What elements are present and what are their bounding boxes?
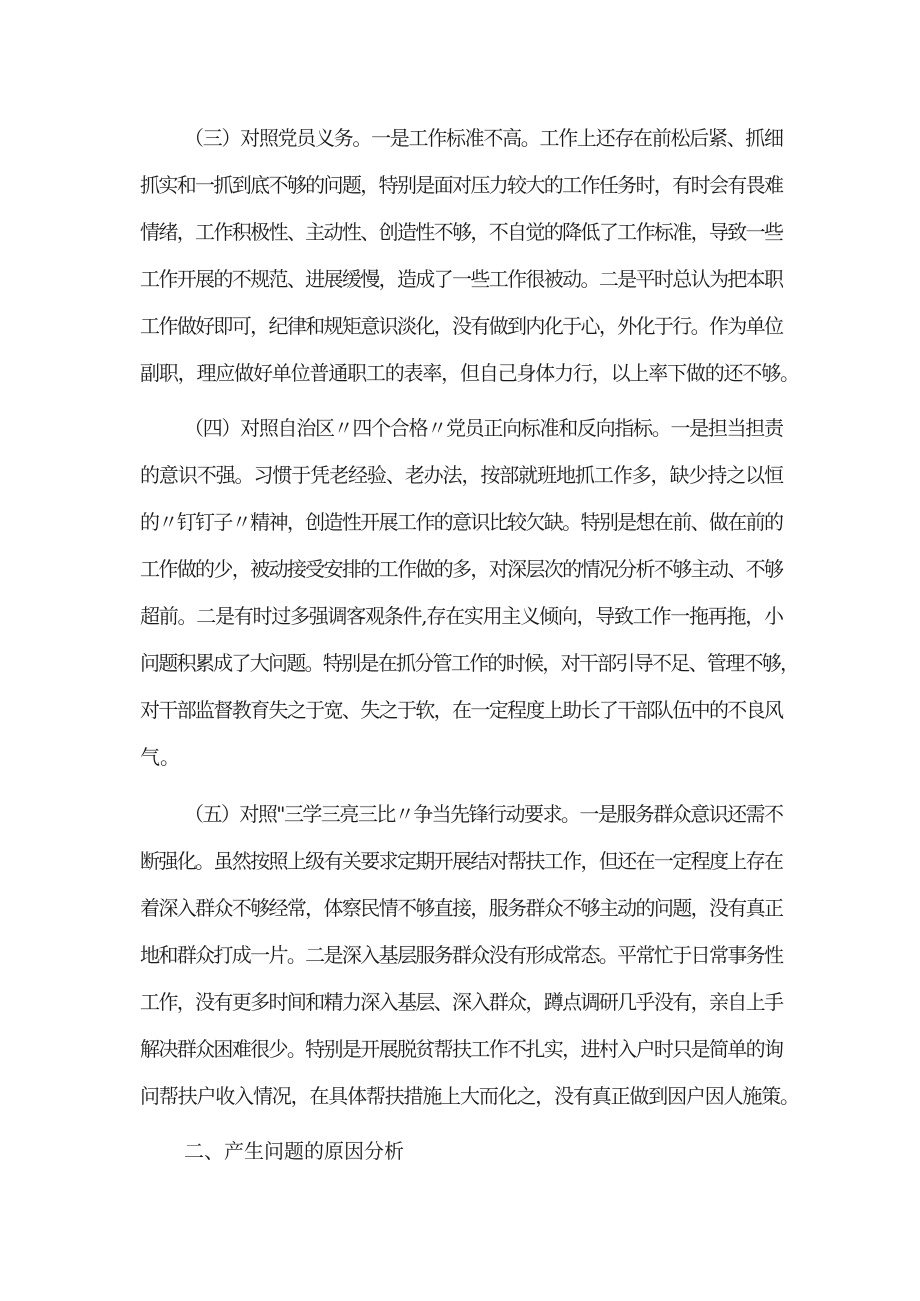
- text-line: 断强化。虽然按照上级有关要求定期开展结对帮扶工作，但还在一定程度上存在: [140, 849, 783, 873]
- text-line: 工作做好即可，纪律和规矩意识淡化，没有做到内化于心，外化于行。作为单位: [140, 314, 783, 338]
- text-line: （五）对照"三学三亮三比〃争当先锋行动要求。一是服务群众意识还需不: [184, 802, 783, 826]
- text-line: 着深入群众不够经常，体察民情不够直接，服务群众不够主动的问题，没有真正: [140, 896, 783, 920]
- text-line: 地和群众打成一片。二是深入基层服务群众没有形成常态。平常忙于日常事务性: [140, 943, 783, 967]
- text-line: 工作，没有更多时间和精力深入基层、深入群众，蹲点调研几乎没有，亲自上手: [140, 990, 783, 1014]
- text-line: （四）对照自治区〃四个合格〃党员正向标准和反向指标。一是担当担责: [184, 416, 783, 440]
- text-line: 解决群众困难很少。特别是开展脱贫帮扶工作不扎实，进村入户时只是简单的询: [140, 1037, 783, 1061]
- text-line: 气。: [140, 745, 180, 769]
- text-line: 工作开展的不规范、进展缓慢，造成了一些工作很被动。二是平时总认为把本职: [140, 267, 783, 291]
- text-line: 对干部监督教育失之于宽、失之于软，在一定程度上助长了干部队伍中的不良风: [140, 698, 783, 722]
- text-line: 问题积累成了大问题。特别是在抓分管工作的时候，对干部引导不足、管理不够，: [140, 651, 799, 675]
- text-line: 问帮扶户收入情况，在具体帮扶措施上大而化之，没有真正做到因户因人施策。: [140, 1084, 799, 1108]
- text-line: 的意识不强。习惯于凭老经验、老办法，按部就班地抓工作多，缺少持之以恒: [140, 463, 783, 487]
- text-line: （三）对照党员义务。一是工作标准不高。工作上还存在前松后紧、抓细: [184, 126, 783, 150]
- text-line: 的〃钉钉子〃精神，创造性开展工作的意识比较欠缺。特别是想在前、做在前的: [140, 510, 783, 534]
- text-line: 副职，理应做好单位普通职工的表率，但自己身体力行，以上率下做的还不够。: [140, 361, 799, 385]
- text-line: 超前。二是有时过多强调客观条件,存在实用主义倾向，导致工作一拖再拖，小: [140, 604, 783, 628]
- text-line: 抓实和一抓到底不够的问题，特别是面对压力较大的工作任务时，有时会有畏难: [140, 173, 783, 197]
- text-line: 情绪，工作积极性、主动性、创造性不够，不自觉的降低了工作标准，导致一些: [140, 220, 783, 244]
- section-heading: 二、产生问题的原因分析: [184, 1139, 404, 1163]
- text-line: 工作做的少，被动接受安排的工作做的多，对深层次的情况分析不够主动、不够: [140, 557, 783, 581]
